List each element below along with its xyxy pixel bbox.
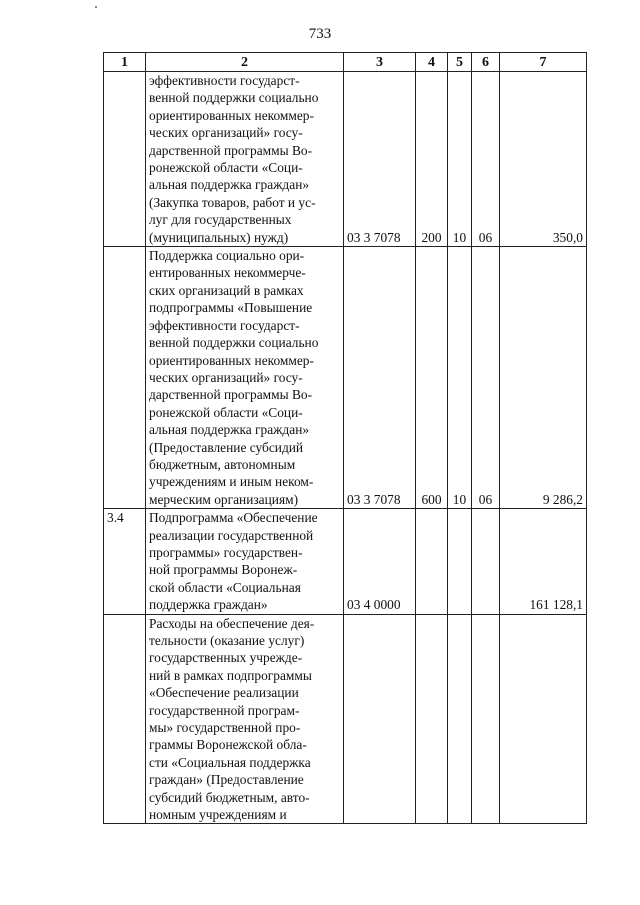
amount: 161 128,1 xyxy=(500,509,587,614)
subsection-code: 06 xyxy=(472,247,500,509)
description-line: учреждениям и иным неком- xyxy=(149,474,314,490)
description-line: мы» государственной про- xyxy=(149,720,301,736)
amount xyxy=(500,614,587,824)
expense-type: 200 xyxy=(416,72,448,247)
col-header-6: 6 xyxy=(472,53,500,72)
description-line: субсидий бюджетным, авто- xyxy=(149,789,310,805)
description-line: (Закупка товаров, работ и ус- xyxy=(149,194,316,210)
budget-code: 03 3 7078 xyxy=(344,247,416,509)
col-header-3: 3 xyxy=(344,53,416,72)
col-header-1: 1 xyxy=(104,53,146,72)
subsection-code xyxy=(472,614,500,824)
description-line: ентированных некоммерче- xyxy=(149,265,306,281)
amount: 9 286,2 xyxy=(500,247,587,509)
budget-code: 03 4 0000 xyxy=(344,509,416,614)
description-line: государственных учрежде- xyxy=(149,650,303,666)
description-line: «Обеспечение реализации xyxy=(149,685,299,701)
description-line: ческих организаций» госу- xyxy=(149,369,303,385)
description-line: ний в рамках подпрограммы xyxy=(149,667,312,683)
description-line: Расходы на обеспечение дея- xyxy=(149,615,315,631)
expense-type: 600 xyxy=(416,247,448,509)
row-description xyxy=(146,509,344,614)
col-header-2: 2 xyxy=(146,53,344,72)
budget-code xyxy=(344,614,416,824)
description-line: эффективности государст- xyxy=(149,317,300,333)
description-line: эффективности государст- xyxy=(149,73,300,88)
description-line: дарственной программы Во- xyxy=(149,142,313,158)
description-line: альная поддержка граждан» xyxy=(149,177,310,193)
description-line: ской области «Социальная xyxy=(149,579,301,595)
description-line: ронежской области «Соци- xyxy=(149,404,303,420)
budget-table xyxy=(103,52,587,824)
description-line: дарственной программы Во- xyxy=(149,387,313,403)
description-line: граммы Воронежской обла- xyxy=(149,737,307,753)
description-line: мерческим организациям) xyxy=(149,491,299,507)
table-row xyxy=(104,72,587,247)
subsection-code: 06 xyxy=(472,72,500,247)
table-row xyxy=(104,614,587,824)
description-line: венной поддержки социально xyxy=(149,335,319,351)
col-header-4: 4 xyxy=(416,53,448,72)
description-line: ронежской области «Соци- xyxy=(149,160,303,176)
header-row xyxy=(104,53,587,72)
col-header-5: 5 xyxy=(448,53,472,72)
description-line: венной поддержки социально xyxy=(149,90,319,106)
description-line: поддержка граждан» xyxy=(149,597,268,613)
expense-type xyxy=(416,509,448,614)
row-number xyxy=(104,72,146,247)
row-number: 3.4 xyxy=(104,509,146,614)
row-description xyxy=(146,614,344,824)
row-number xyxy=(104,614,146,824)
description-line: Поддержка социально ори- xyxy=(149,248,305,264)
table-row xyxy=(104,247,587,509)
description-line: граждан» (Предоставление xyxy=(149,772,304,788)
page-number: 733 xyxy=(308,26,332,42)
description-line: подпрограммы «Повышение xyxy=(149,300,313,316)
description-line: альная поддержка граждан» xyxy=(149,422,310,438)
description-line: программы» государствен- xyxy=(149,544,303,560)
table-row xyxy=(104,509,587,614)
description-line: ских организаций в рамках xyxy=(149,282,304,298)
description-line: (муниципальных) нужд) xyxy=(149,229,289,245)
section-code: 10 xyxy=(448,247,472,509)
col-header-7: 7 xyxy=(500,53,587,72)
description-line: ной программы Воронеж- xyxy=(149,562,298,578)
description-line: луг для государственных xyxy=(149,212,292,228)
description-line: ческих организаций» госу- xyxy=(149,125,303,141)
description-line: ориентированных некоммер- xyxy=(149,352,314,368)
description-line: ориентированных некоммер- xyxy=(149,107,314,123)
description-line: сти «Социальная поддержка xyxy=(149,754,311,770)
description-line: реализации государственной xyxy=(149,527,314,543)
scan-speck xyxy=(95,6,97,8)
amount: 350,0 xyxy=(500,72,587,247)
table-body xyxy=(104,72,587,824)
section-code xyxy=(448,509,472,614)
row-description xyxy=(146,72,344,247)
section-code: 10 xyxy=(448,72,472,247)
description-line: тельности (оказание услуг) xyxy=(149,633,305,648)
subsection-code xyxy=(472,509,500,614)
expense-type xyxy=(416,614,448,824)
description-line: бюджетным, автономным xyxy=(149,456,296,472)
description-line: номным учреждениям и xyxy=(149,807,287,823)
row-description xyxy=(146,247,344,509)
row-number xyxy=(104,247,146,509)
description-line: (Предоставление субсидий xyxy=(149,439,304,455)
budget-code: 03 3 7078 xyxy=(344,72,416,247)
section-code xyxy=(448,614,472,824)
description-line: Подпрограмма «Обеспечение xyxy=(149,510,318,526)
description-line: государственной програм- xyxy=(149,702,300,718)
